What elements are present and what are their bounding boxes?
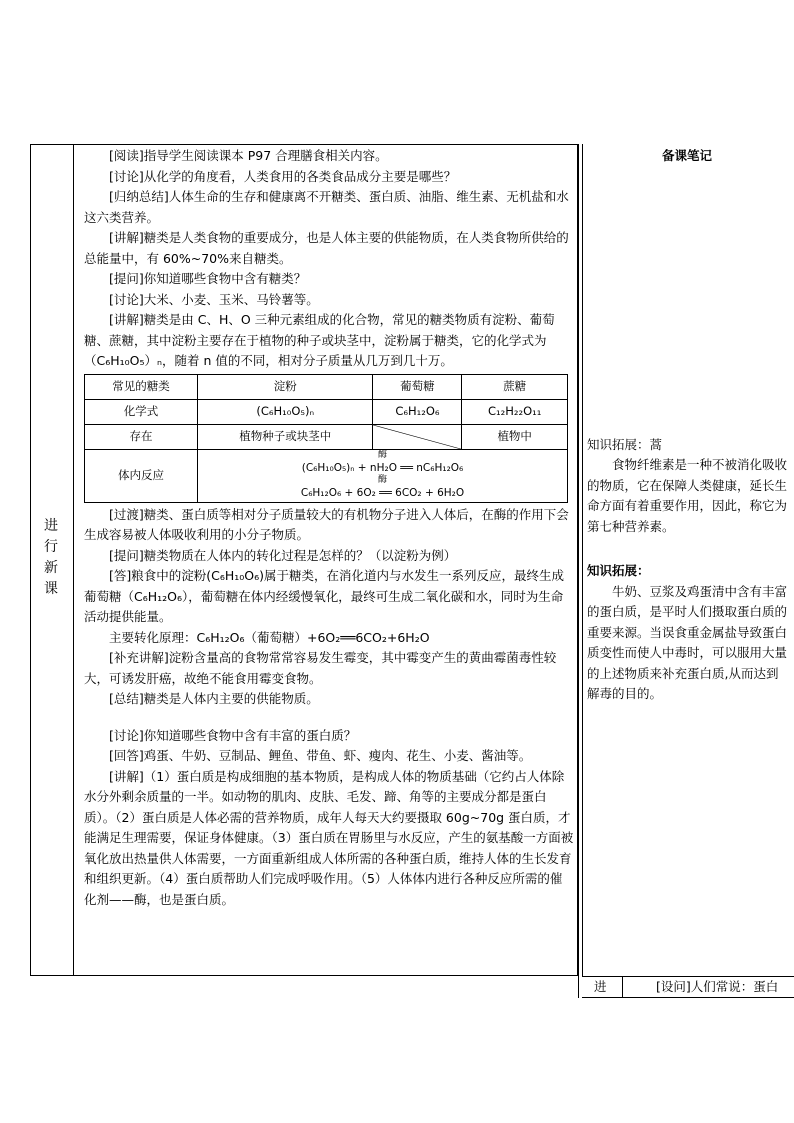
paragraph-read: [阅读]指导学生阅读课本 P97 合理膳食相关内容。 [109,148,388,163]
paragraph-transition: [过渡]糖类、蛋白质等相对分子质量较大的有机物分子进入人体后，在酶的作用下会生成容易被人体吸收利用的小分子物质。 [84,506,569,542]
table-cell: 植物中 [462,424,568,449]
column-divider [73,144,74,976]
paragraph-discuss-2: [讨论]大米、小麦、玉米、马铃薯等。 [109,291,319,307]
table-header-cell: 葡萄糖 [373,374,462,399]
stage-label: 进 行 新 课 [44,518,58,597]
table-row [85,424,568,449]
next-row-divider [622,977,623,997]
diagonal-line [373,425,461,449]
table-row [85,374,568,399]
knowledge-ext-title-1: 知识拓展：蒿 [587,436,663,452]
notes-bottom-line [582,976,794,977]
table-cell: C₁₂H₂₂O₁₁ [462,399,568,424]
paragraph-question: [提问]你知道哪些食物中含有糖类？ [109,271,307,286]
table-row [85,399,568,424]
table-header-cell: 常见的糖类 [85,374,198,399]
knowledge-ext-title-2: 知识拓展： [587,563,650,578]
paragraph-question-2: [提问]糖类物质在人体内的转化过程是怎样的？（以淀粉为例） [109,547,457,563]
notes-title: 备课笔记 [661,148,712,163]
notes-divider-2 [582,144,583,977]
table-cell: (C₆H₁₀O₅)ₙ [198,399,373,424]
table-cell: 存在 [85,424,198,449]
table-cell: 植物种子或块茎中 [198,424,373,449]
table-cell: 化学式 [85,399,198,424]
reaction-cell: 酶 (C₆H₁₀O₅)ₙ + nH₂O ══ nC₆H₁₂O₆ 酶 C₆H₁₂O₆ + 6O₂ ══ 6CO₂ + 6H₂O [198,449,568,502]
knowledge-ext-body-1: 食物纤维素是一种不被消化吸收的物质，它在保障人类健康，延长生命方面有着重要作用，因此，称它为第七种营养素。 [587,457,788,534]
table-cell-diagonal [373,424,462,449]
table-cell: 体内反应 [85,449,198,502]
paragraph-discuss-3: [讨论]你知道哪些食物中含有丰富的蛋白质？ [109,727,357,743]
reaction-1: (C₆H₁₀O₅)ₙ + nH₂O ══ nC₆H₁₂O₆ [301,461,464,474]
paragraph-explain-3: [讲解]（1）蛋白质是构成细胞的基本物质，是构成人体的物质基础（它约占人体除水分外剩余质量的一半。如动物的肌肉、皮肤、毛发、蹄、角等的主要成分都是蛋白质）。（2）蛋白质是人体必需的营养物质，成年人每天大约要摄取 60g~70g 蛋白质，才能满足生理需要，保证身体健康。（3）蛋白质在胃肠里与水反应，产生的氨基酸一方面被氧化放出热量供人体需要，一方面重新组成人体所需的各种蛋白质，维持人体的生长发育和组织更新。（4）蛋白质帮助人们完成呼吸作用。（5）人体体内进行各种反应所需的催化剂——酶，也是蛋白质。 [84,768,574,907]
paragraph-summary: [归纳总结]人体生命的生存和健康离不开糖类、蛋白质、油脂、维生素、无机盐和水这六类营养。 [84,189,569,225]
paragraph-discuss: [讨论]从化学的角度看，人类食用的各类食品成分主要是哪些？ [109,168,457,184]
lesson-content [84,146,574,910]
next-stage-label: 进 [594,979,607,994]
sugar-table [84,374,568,503]
paragraph-reply: [回答]鸡蛋、牛奶、豆制品、鲤鱼、带鱼、虾、瘦肉、花生、小麦、酱油等。 [109,748,532,763]
paragraph-supplement: [补充讲解]淀粉含量高的食物常常容易发生霉变，其中霉变产生的黄曲霉菌毒性较大，可诱发肝癌，故绝不能食用霉变食物。 [84,650,557,686]
table-cell: C₆H₁₂O₆ [373,399,462,424]
next-row-text: [设问]人们常说：蛋白 [656,979,779,994]
knowledge-ext-body-2: 牛奶、豆浆及鸡蛋清中含有丰富的蛋白质，是平时人们摄取蛋白质的重要来源。当误食重金属盐导致蛋白质变性而使人中毒时，可以服用大量的上述物质来补充蛋白质,从而达到解毒的目的。 [587,583,788,701]
table-row [85,449,568,502]
paragraph-answer: [答]粮食中的淀粉(C₆H₁₀O₆)属于糖类，在消化道内与水发生一系列反应，最终生成葡萄糖（C₆H₁₂O₆），葡萄糖在体内经缓慢氧化，最终可生成二氧化碳和水，同时为生命活动提供能量。 [84,568,565,624]
paragraph-conclusion: [总结]糖类是人体内主要的供能物质。 [109,691,319,706]
lesson-notes [587,146,787,705]
notes-divider [578,144,579,998]
table-header-cell: 淀粉 [198,374,373,399]
table-header-cell: 蔗糖 [462,374,568,399]
paragraph-explain: [讲解]糖类是人类食物的重要成分，也是人体主要的供能物质，在人类食物所供给的总能量中，有 60%~70%来自糖类。 [84,230,569,266]
paragraph-principle: 主要转化原理：C₆H₁₂O₆（葡萄糖）+6O₂══6CO₂+6H₂O [109,629,430,645]
next-row-bottom-line [582,997,794,998]
paragraph-explain-2: [讲解]糖类是由 C、H、O 三种元素组成的化合物，常见的糖类物质有淀粉、葡萄糖、蔗糖，其中淀粉主要存在于植物的种子或块茎中，淀粉属于糖类，它的化学式为（C₆H₁₀O₅）ₙ，随着 n 值的不同，相对分子质量从几万到几十万。 [84,312,555,368]
reaction-2: C₆H₁₂O₆ + 6O₂ ══ 6CO₂ + 6H₂O [300,486,465,499]
